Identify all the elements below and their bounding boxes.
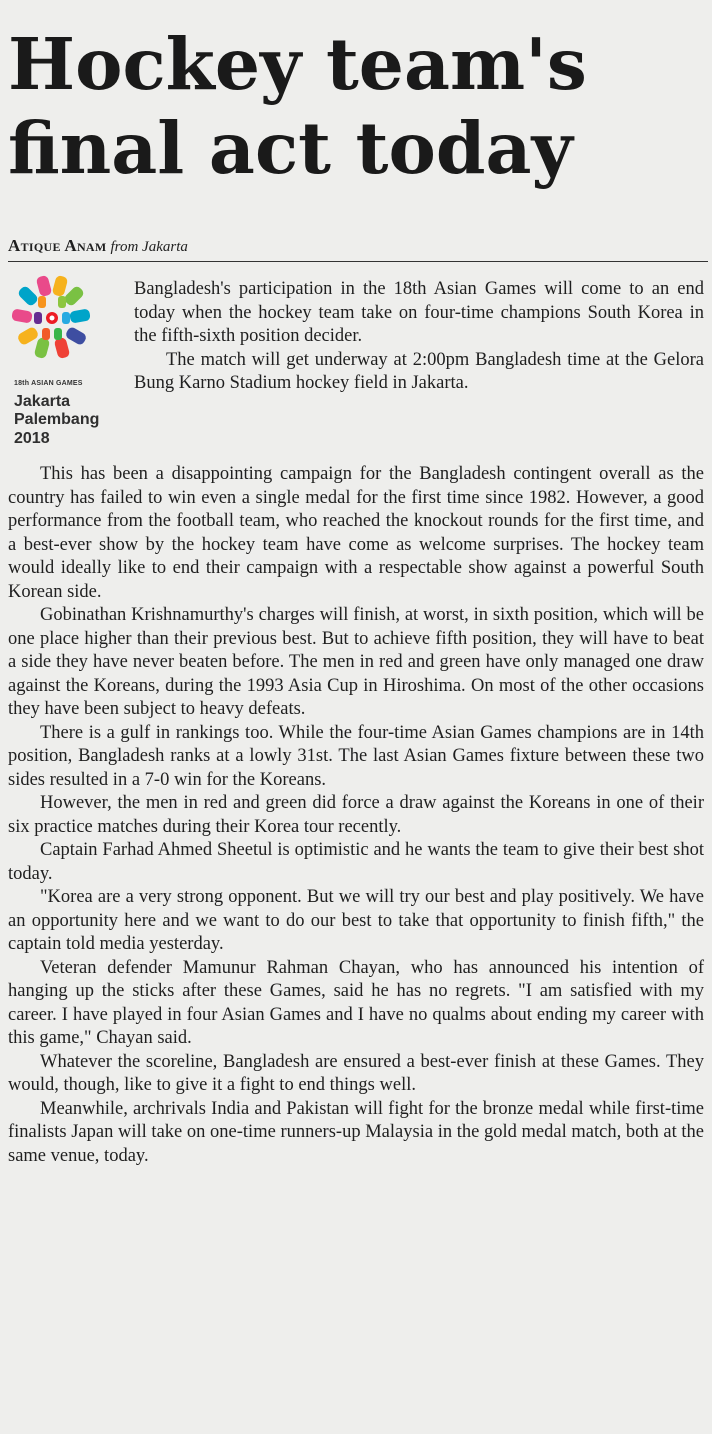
paragraph: This has been a disappointing campaign for the Bangladesh contingent overall as the country has failed to win even a single medal for the first time since 1982. However, a good performance from the football team, who reached the knockout rounds for the first time, and a best-ever show by the hockey team have come as welcome surprises. The hockey team would ideally like to end their campaign with a respectable show against a powerful South Korean side.	[8, 464, 704, 602]
paragraph: Whatever the scoreline, Bangladesh are ensured a best-ever finish at these Games. They would, though, like to give it a fight to end things well.	[8, 1051, 704, 1095]
byline-author: Atique Anam	[8, 236, 107, 255]
logo-city-2: Palembang	[14, 411, 100, 428]
intro-text	[134, 278, 704, 396]
asian-games-emblem-icon	[8, 272, 98, 372]
byline-location: from Jakarta	[110, 239, 188, 255]
paragraph: Gobinathan Krishnamurthy's charges will finish, at worst, in sixth position, which will be one place higher than their previous best. But to achieve fifth position, they will have to beat a side they have never beaten before. The men in red and green have only managed one draw against the Koreans, during the 1993 Asia Cup in Hiroshima. On most of the other occasions they have been subject to heavy defeats.	[8, 605, 704, 719]
paragraph: "Korea are a very strong opponent. But we will try our best and play positively. We have an opportunity here and we want to do our best to take that opportunity to finish fifth," the captain told media yesterday.	[8, 887, 704, 954]
paragraph: Meanwhile, archrivals India and Pakistan will fight for the bronze medal while first-time finalists Japan will take on one-time runners-up Malaysia in the gold medal match, both at the same venue, today.	[8, 1098, 704, 1166]
logo-edition: 18th ASIAN GAMES	[14, 380, 83, 387]
logo-city-1: Jakarta	[14, 393, 71, 410]
article-body	[8, 463, 704, 1168]
paragraph: Captain Farhad Ahmed Sheetul is optimistic and he wants the team to give their best shot today.	[8, 840, 704, 884]
asian-games-logo	[6, 272, 128, 462]
paragraph: However, the men in red and green did force a draw against the Koreans in one of their six practice matches during their Korea tour recently.	[8, 793, 704, 837]
byline-divider	[8, 261, 708, 262]
logo-year: 2018	[14, 430, 50, 447]
byline	[8, 236, 708, 257]
paragraph: There is a gulf in rankings too. While the four-time Asian Games champions are in 14th position, Bangladesh ranks at a lowly 31st. The last Asian Games fixture between these two sides resulted in a 7-0 win for the Koreans.	[8, 722, 704, 790]
headline: Hockey team's final act today	[8, 22, 587, 190]
paragraph: Veteran defender Mamunur Rahman Chayan, who has announced his intention of hanging up the sticks after these Games, said he has no regrets. "I am satisfied with my career. I have played in four Asian Games and I have no qualms about ending my career with this game," Chayan said.	[8, 957, 704, 1048]
paragraph: Bangladesh's participation in the 18th Asian Games will come to an end today when the hockey team take on four-time champions South Korea in the fifth-sixth position decider.	[134, 279, 704, 346]
paragraph: The match will get underway at 2:00pm Bangladesh time at the Gelora Bung Karno Stadium hockey field in Jakarta.	[134, 349, 704, 393]
